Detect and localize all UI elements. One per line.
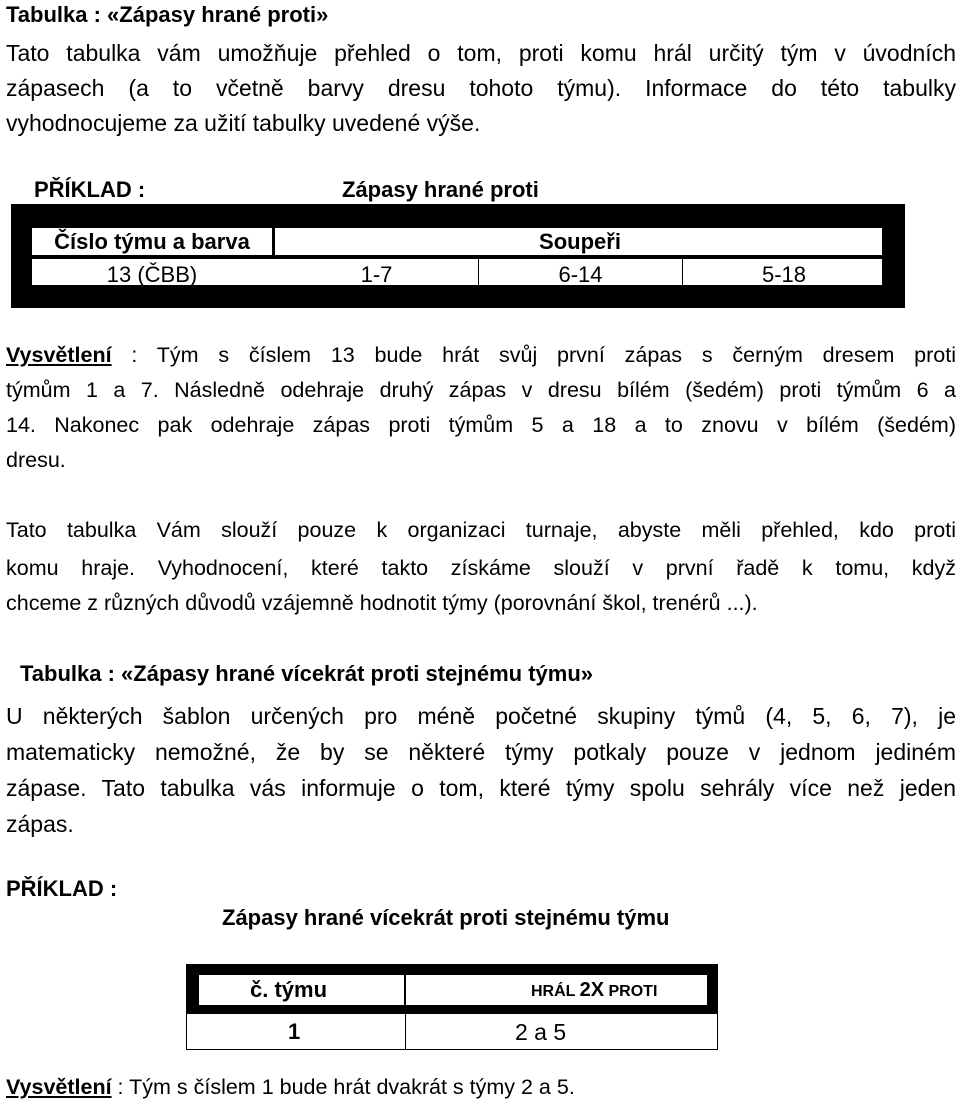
- section1-explanation-line-4: dresu.: [6, 448, 66, 472]
- section1-intro-line-3: vyhodnocujeme za užití tabulky uvedené výše.: [6, 110, 481, 136]
- repeat-matches-table-col-divider: [404, 972, 406, 1008]
- matches-table-cell-opponent: 6-14: [558, 262, 603, 287]
- repeat-matches-table-header-played: HRÁL 2X PROTI: [531, 979, 658, 1001]
- section2-intro-line-2: matematicky nemožné, že by se některé týmy potkaly pouze v jednom jediném: [6, 739, 956, 765]
- section2-intro-line-4: zápas.: [6, 811, 74, 837]
- section1-note-line-1: Tato tabulka Vám slouží pouze k organizaci turnaje, abyste měli přehled, kdo proti: [6, 518, 956, 542]
- repeat-matches-table-col-divider: [405, 1014, 406, 1050]
- section1-intro-line-1: Tato tabulka vám umožňuje přehled o tom, proti komu hrál určitý tým v úvodních: [6, 40, 956, 66]
- section2-title: Tabulka : «Zápasy hrané vícekrát proti stejnému týmu»: [20, 661, 594, 686]
- section1-explanation-line-1: [6, 343, 956, 368]
- section1-example-label: PŘÍKLAD :: [34, 177, 146, 202]
- matches-table-cell-opponent: 1-7: [360, 262, 393, 287]
- section2-explanation-label: Vysvětlení: [6, 1075, 112, 1099]
- matches-table-cell-opponent: 5-18: [761, 262, 807, 287]
- section2-table-title: Zápasy hrané vícekrát proti stejnému týmu: [222, 905, 670, 930]
- section2-intro-line-1: U některých šablon určených pro méně početné skupiny týmů (4, 5, 6, 7), je: [6, 703, 956, 729]
- section1-intro-line-2: zápasech (a to včetně barvy dresu tohoto týmu). Informace do této tabulky: [6, 75, 956, 101]
- section1-table-title: Zápasy hrané proti: [342, 177, 539, 202]
- matches-table-row-divider: [29, 255, 885, 259]
- matches-table-header-opponents: Soupeři: [539, 229, 621, 254]
- section2-example-label: PŘÍKLAD :: [6, 876, 118, 901]
- section1-title: Tabulka : «Zápasy hrané proti»: [6, 2, 329, 27]
- section1-note-line-3: chceme z různých důvodů vzájemně hodnotit týmy (porovnání škol, trenérů ...).: [6, 591, 758, 615]
- section1-note-line-2: komu hraje. Vyhodnocení, které takto získáme slouží v první řadě k tomu, když: [6, 556, 956, 580]
- section2-explanation: [6, 1075, 575, 1100]
- repeat-matches-table-row: [186, 1014, 718, 1050]
- matches-table-cell-team: 13 (ČBB): [106, 262, 198, 287]
- section1-explanation-text: : Tým s číslem 13 bude hrát svůj první zápas s černým dresem proti: [111, 343, 956, 367]
- section1-explanation-label: Vysvětlení: [6, 343, 112, 367]
- section2-intro-line-3: zápase. Tato tabulka vás informuje o tom, které týmy spolu sehrály více než jeden: [6, 775, 956, 801]
- section1-explanation-line-2: týmům 1 a 7. Následně odehraje druhý zápas v dresu bílém (šedém) proti týmům 6 a: [6, 378, 956, 402]
- repeat-matches-table-cell-team: 1: [288, 1019, 301, 1044]
- repeat-matches-table-header-team: č. týmu: [250, 977, 328, 1002]
- matches-table-header-team: Číslo týmu a barva: [54, 229, 250, 254]
- repeat-matches-table-cell-opponents: 2 a 5: [515, 1019, 567, 1045]
- section2-explanation-text: : Tým s číslem 1 bude hrát dvakrát s týmy 2 a 5.: [111, 1075, 575, 1099]
- section1-explanation-line-3: 14. Nakonec pak odehraje zápas proti týmům 5 a 18 a to znovu v bílém (šedém): [6, 413, 956, 437]
